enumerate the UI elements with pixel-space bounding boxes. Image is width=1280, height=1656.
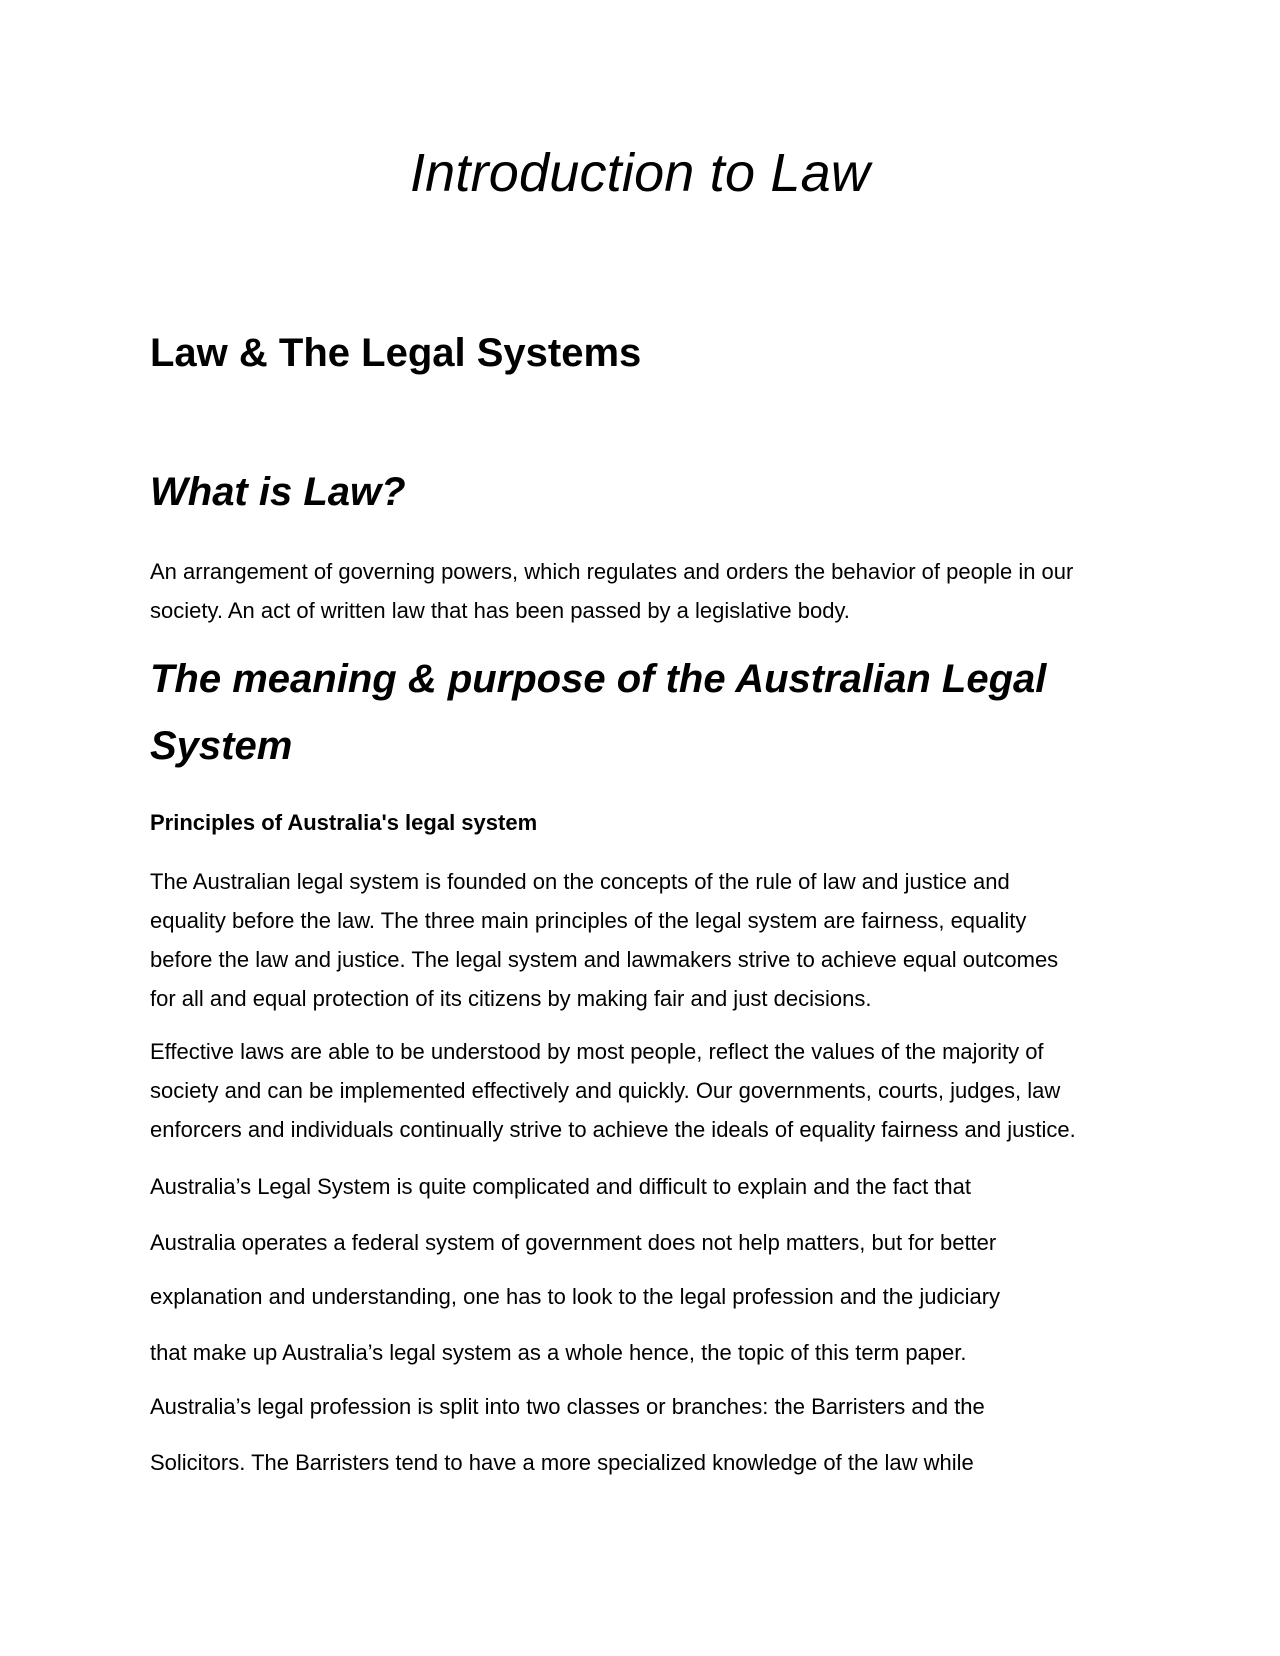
text-line: society. An act of written law that has been passed by a legislative body. [150,598,850,623]
paragraph-what-is-law [150,552,1130,630]
heading-law-legal-systems: Law & The Legal Systems [150,331,642,375]
text-line-federal: Australia operates a federal system of government does not help matters, but for better [150,1230,997,1255]
text-line-barristers: Solicitors. The Barristers tend to have a more specialized knowledge of the law while [150,1450,974,1475]
heading-what-is-law: What is Law? [150,470,406,514]
heading-line: System [150,724,293,768]
text-line: The Australian legal system is founded on the concepts of the rule of law and justice and [150,869,1010,894]
text-line: society and can be implemented effectively and quickly. Our governments, courts, judges, law [150,1078,1061,1103]
text-line-explanation: explanation and understanding, one has to look to the legal profession and the judiciary [150,1284,1001,1309]
subheading-principles: Principles of Australia's legal system [150,810,538,835]
heading-meaning-purpose [150,646,1120,780]
paragraph-effective-laws [150,1032,1130,1149]
text-line: An arrangement of governing powers, which regulates and orders the behavior of people in our [150,559,1074,584]
document-title: Introduction to Law [409,143,871,203]
text-line-profession: Australia’s legal profession is split into two classes or branches: the Barristers and the [150,1394,985,1419]
text-line-complicated: Australia’s Legal System is quite complicated and difficult to explain and the fact that [150,1174,971,1199]
text-line: equality before the law. The three main principles of the legal system are fairness, equality [150,908,1027,933]
text-line: enforcers and individuals continually strive to achieve the ideals of equality fairness and justice. [150,1117,1076,1142]
text-line: for all and equal protection of its citizens by making fair and just decisions. [150,986,872,1011]
text-line-term-paper: that make up Australia’s legal system as a whole hence, the topic of this term paper. [150,1340,967,1365]
heading-line: The meaning & purpose of the Australian Legal [150,657,1047,701]
text-line: Effective laws are able to be understood by most people, reflect the values of the majority of [150,1039,1044,1064]
text-line: before the law and justice. The legal system and lawmakers strive to achieve equal outcomes [150,947,1059,972]
paragraph-principles [150,862,1130,1018]
